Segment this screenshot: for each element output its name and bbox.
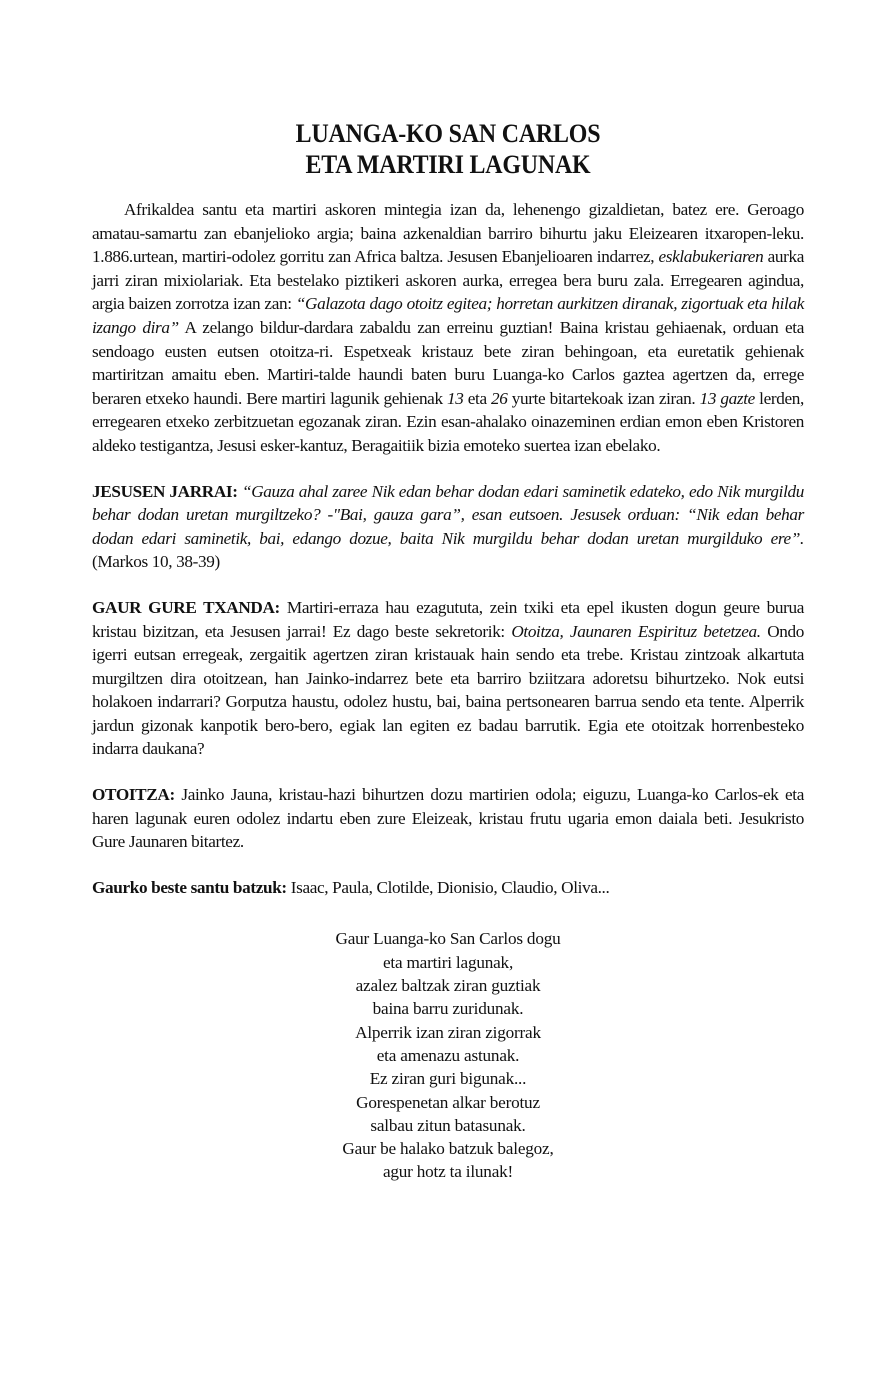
title-line-1: LUANGA-KO SAN CARLOS: [295, 119, 601, 148]
intro-text-4: eta: [463, 388, 491, 408]
otoitza-section: [92, 783, 804, 854]
section-label: OTOITZA:: [92, 785, 175, 805]
poem-line: Gaur Luanga-ko San Carlos dogu: [335, 929, 561, 949]
intro-paragraph: [92, 198, 804, 458]
intro-italic-4: 26: [491, 388, 508, 408]
jesusen-jarrai-section: [92, 480, 804, 574]
poem-line: azalez baltzak ziran guztiak: [355, 976, 541, 996]
poem-line: Gaur be halako batzuk balegoz,: [342, 1139, 554, 1159]
other-saints-section: [92, 876, 804, 900]
poem-line: eta martiri lagunak,: [382, 952, 514, 972]
section-label: GAUR GURE TXANDA:: [92, 597, 280, 617]
section-label: JESUSEN JARRAI:: [92, 481, 238, 501]
poem-line: Ez ziran guri bigunak...: [369, 1069, 527, 1089]
intro-text-5: yurte bitartekoak izan ziran.: [507, 388, 700, 408]
intro-text-3: A zelango bildur-dardara zabaldu zan erreinu guztian! Baina kristau gehiaenak, orduan eta sendoago eusten eutsen otoitza-ri. Espetxeak kristauz bete ziran behingoan, eta euretatik gehienak martiritzan amaitu eben. Martiri-talde haundi baten buru Luanga-ko Carlos gaztea agertzen da, errege beraren etxeko haundi. Bere martiri lagunik gehienak: [92, 317, 804, 408]
intro-text-1: Afrikaldea santu eta martiri askoren mintegia izan da, lehenengo gizaldietan, batez ere. Geroago amatau-samartu zan ebanjelioko argia; baina azkenaldian barriro bihurtu jaku Eleizearen itxaropen-leku. 1.886.urtean, martiri-odolez gorritu zan Africa baltza. Jesusen Ebanjelioaren indarrez,: [92, 200, 804, 267]
poem-line: Alperrik izan ziran zigorrak: [355, 1022, 541, 1042]
section-text-1: Martiri-erraza hau ezagututa, zein txiki eta epel ikusten dogun geure burua kristau bizitzan, eta Jesusen jarrai! Ez dago beste sekretorik:: [92, 597, 804, 641]
intro-italic-1: esklabukeriaren: [658, 247, 764, 267]
title-line-2: ETA MARTIRI LAGUNAK: [305, 150, 591, 179]
king-order-quote: “Galazota dago otoitz egitea; horretan aurkitzen diranak, zigortuak eta hilak izango dira”: [92, 294, 804, 337]
other-saints-list: Isaac, Paula, Clotilde, Dionisio, Claudio, Oliva...: [286, 877, 610, 897]
section-label: Gaurko beste santu batzuk:: [92, 877, 287, 897]
intro-text-2: aurka jarri ziran mixiolariak. Eta bestelako piztikeri askoren aurka, erregea bera buru zala. Erregearen agindua, argia baizen zorrotza izan zan:: [92, 247, 804, 314]
scripture-reference: (Markos 10, 38-39): [92, 552, 220, 572]
poem-line: agur hotz ta ilunak!: [382, 1162, 514, 1182]
document-page: [92, 118, 804, 1184]
poem: [92, 927, 804, 1183]
poem-line: salbau zitun batasunak.: [370, 1115, 526, 1135]
section-text-2: Ondo igerri eutsan erregeak, zergaitik agertzen ziran kristauak hain sendo eta trebe. Kristau zintzoak alkartuta murgiltzen dira otoitzean, han Jainko-indarrez bete eta barriro bziitzara adoretsu bihurtzeko. Nok eutsi holakoen indarrari? Gorputza haustu, odolez hustu, bai, baina pertsonearen barrua sendo eta tente. Alperrik jardun gizonak kanpotik bero-bero, egiak lan egiten ez badau barrutik. Egia ete otoitzak horrenbesteko indarra daukana?: [92, 621, 804, 759]
gaur-gure-txanda-section: [92, 596, 804, 761]
intro-italic-5: 13 gazte: [699, 388, 755, 408]
intro-text-6: lerden, erregearen etxeko zerbitzuetan egozanak ziran. Ezin esan-ahalako oinazeminen erdian emon eben Kristoren aldeko testigantza, Jesusi esker-kantuz, Beragaitiik bizia emoteko suertea izan ebelako.: [92, 388, 804, 455]
poem-line: baina barru zuridunak.: [372, 999, 524, 1019]
page-title: [120, 118, 775, 180]
gospel-quote: “Gauza ahal zaree Nik edan behar dodan edari saminetik edateko, edo Nik murgildu behar dodan uretan murgiltzeko? -"Bai, gauza gara”, esan eutsoen. Jesusek orduan: “Nik edan behar dodan edari saminetik, bai, edango dozue, baita Nik murgildu behar dodan uretan murgilduko ere”.: [92, 481, 804, 548]
poem-line: eta amenazu astunak.: [376, 1045, 520, 1065]
section-italic: Otoitza, Jaunaren Espirituz betetzea.: [511, 621, 761, 641]
prayer-text: Jainko Jauna, kristau-hazi bihurtzen dozu martirien odola; eiguzu, Luanga-ko Carlos-ek eta haren lagunak euren odolez indartu eben zure Eleizeak, kristau frutu ugaria emon daiala beti. Jesukristo Gure Jaunaren bitartez.: [92, 785, 804, 852]
poem-line: Gorespenetan alkar berotuz: [356, 1092, 540, 1112]
intro-italic-3: 13: [446, 388, 464, 408]
